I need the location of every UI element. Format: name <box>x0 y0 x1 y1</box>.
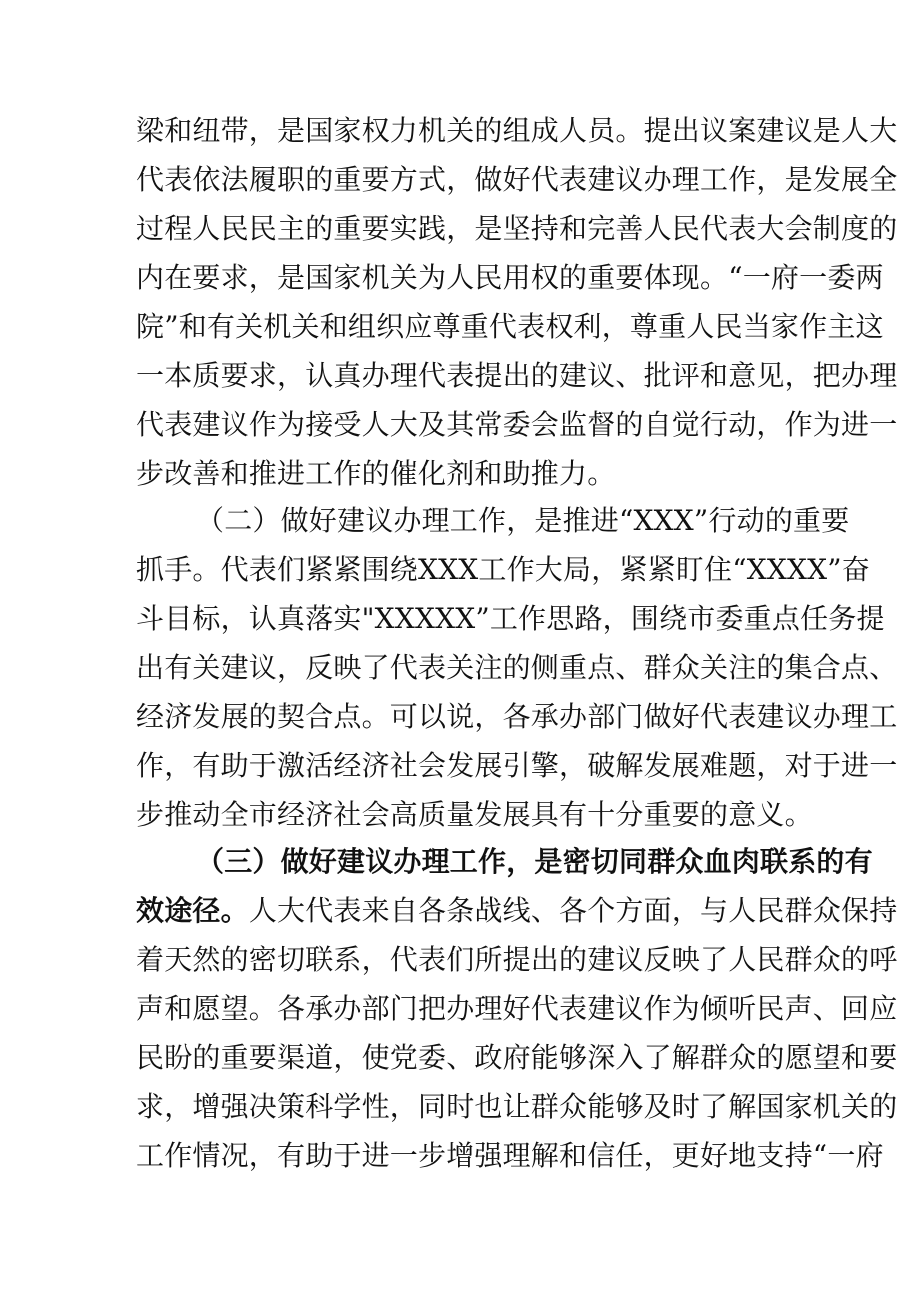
paragraph-1-line-8: 步改善和推进工作的催化剂和助推力。 <box>136 457 616 490</box>
paragraph-3-line-3: 着天然的密切联系，代表们所提出的建议反映了人民群众的呼 <box>136 943 898 976</box>
paragraph-3-heading-line-1: （三）做好建议办理工作，是密切同群众血肉联系的有 <box>196 845 873 878</box>
paragraph-1-line-2: 代表依法履职的重要方式，做好代表建议办理工作，是发展全 <box>136 163 898 196</box>
paragraph-3-line-7: 工作情况，有助于进一步增强理解和信任，更好地支持“一府 <box>136 1139 884 1172</box>
paragraph-2-line-6: 作，有助于激活经济社会发展引擎，破解发展难题，对于进一 <box>136 749 898 782</box>
paragraph-2-line-1: （二）做好建议办理工作，是推进“XXX”行动的重要 <box>196 504 850 537</box>
paragraph-2-line-2: 抓手。代表们紧紧围绕XXX工作大局，紧紧盯住“XXXX”奋 <box>136 553 870 586</box>
paragraph-1-line-6: 一本质要求，认真办理代表提出的建议、批评和意见，把办理 <box>136 359 898 392</box>
paragraph-3-line-4: 声和愿望。各承办部门把办理好代表建议作为倾听民声、回应 <box>136 992 898 1025</box>
paragraph-2-line-7: 步推动全市经济社会高质量发展具有十分重要的意义。 <box>136 798 813 831</box>
paragraph-2-line-4: 出有关建议，反映了代表关注的侧重点、群众关注的集合点、 <box>136 651 898 684</box>
paragraph-2-line-3: 斗目标，认真落实"XXXXX”工作思路，围绕市委重点任务提 <box>136 602 885 635</box>
paragraph-1-line-7: 代表建议作为接受人大及其常委会监督的自觉行动，作为进一 <box>136 408 898 441</box>
paragraph-1-line-4: 内在要求，是国家机关为人民用权的重要体现。“一府一委两 <box>136 261 884 294</box>
paragraph-1-line-1: 梁和纽带，是国家权力机关的组成人员。提出议案建议是人大 <box>136 114 898 147</box>
paragraph-3-line-2 <box>136 892 898 930</box>
paragraph-3-line-6: 求，增强决策科学性，同时也让群众能够及时了解国家机关的 <box>136 1090 898 1123</box>
paragraph-3-line-2-rest: 人大代表来自各条战线、各个方面，与人民群众保持 <box>248 894 898 927</box>
paragraph-1-line-3: 过程人民民主的重要实践，是坚持和完善人民代表大会制度的 <box>136 212 898 245</box>
paragraph-2-line-5: 经济发展的契合点。可以说，各承办部门做好代表建议办理工 <box>136 700 898 733</box>
paragraph-1-line-5: 院”和有关机关和组织应尊重代表权利，尊重人民当家作主这 <box>136 310 884 343</box>
paragraph-3-heading-tail: 效途径。 <box>136 894 249 927</box>
paragraph-3-line-5: 民盼的重要渠道，使党委、政府能够深入了解群众的愿望和要 <box>136 1041 898 1074</box>
